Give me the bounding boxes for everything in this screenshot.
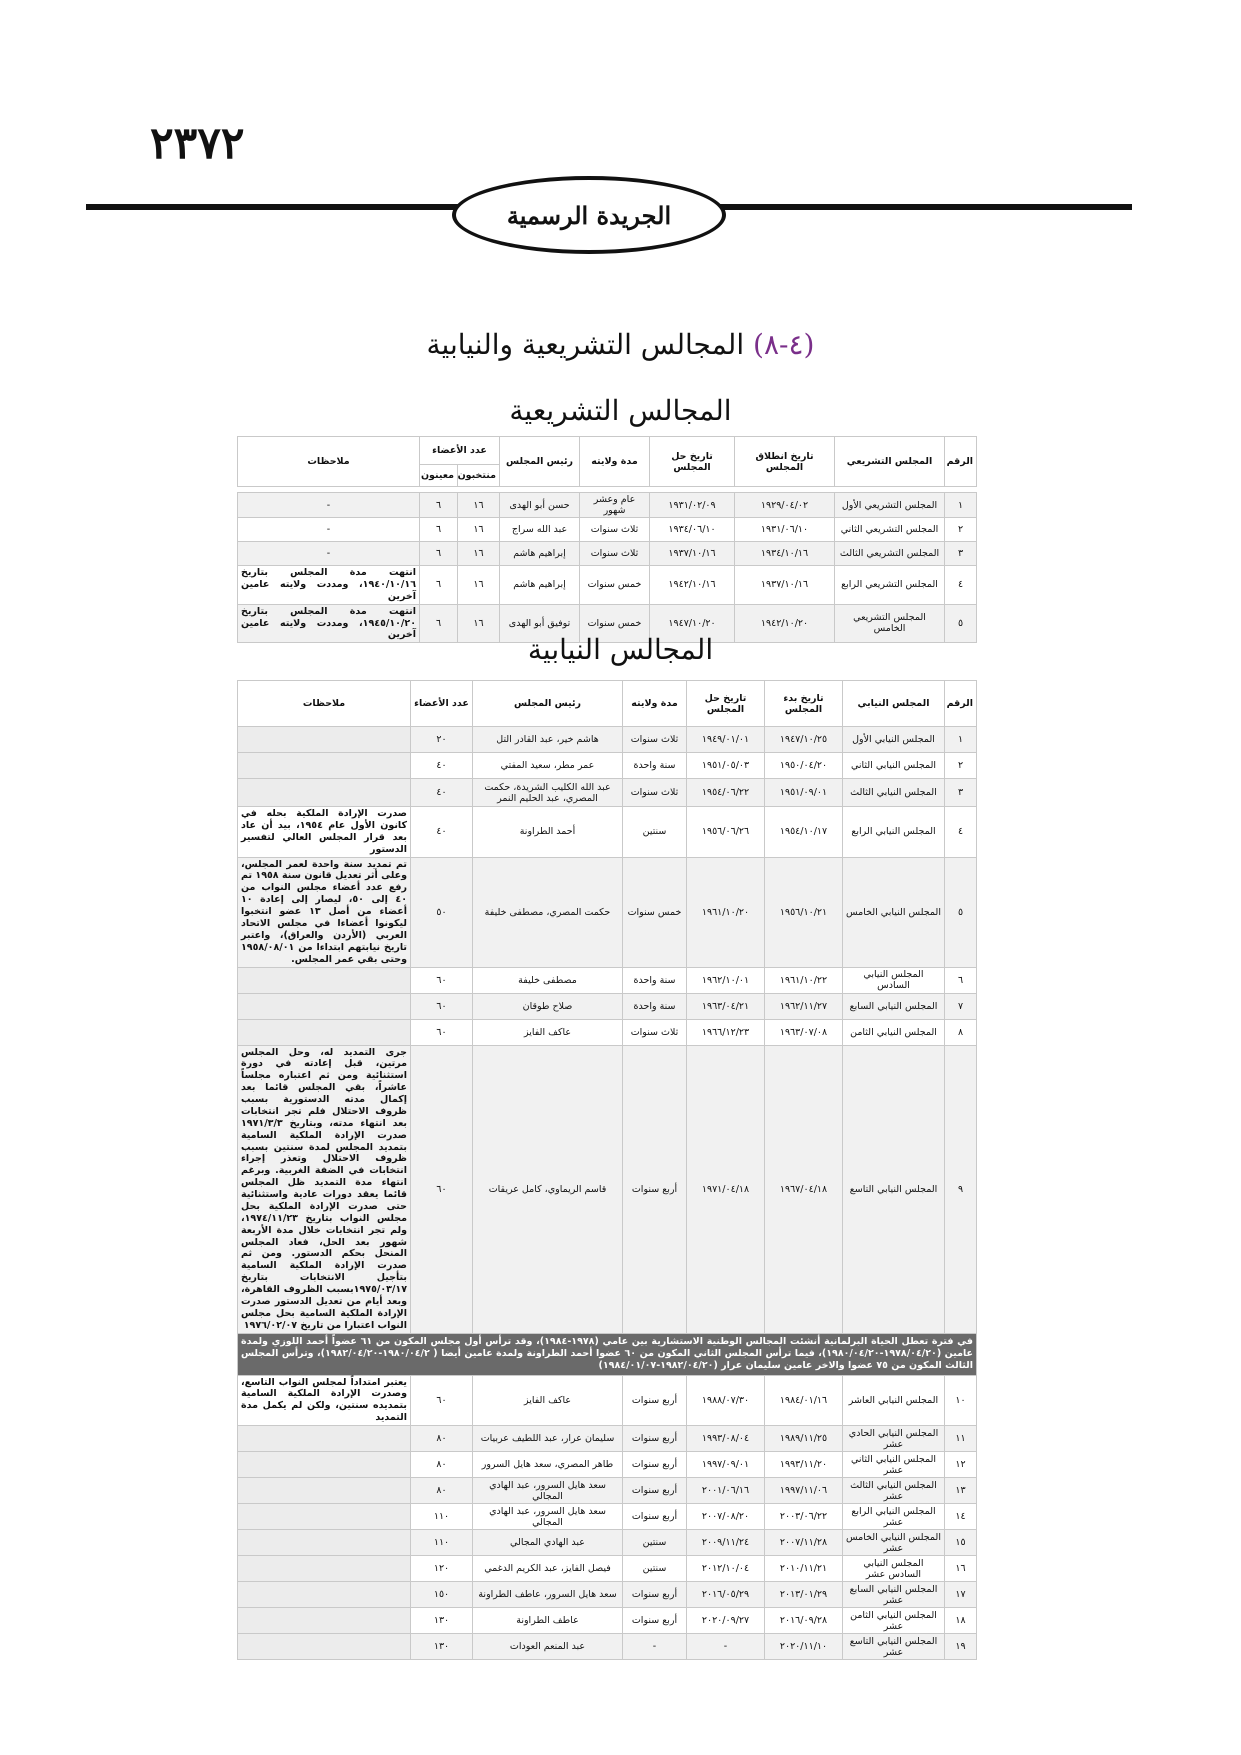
president: حسن أبو الهدى [500, 493, 580, 518]
president: سعد هايل السرور، عبد الهادي المجالي [473, 1504, 623, 1530]
members-count: ١٢٠ [411, 1556, 473, 1582]
council-name: المجلس النيابي التاسع [843, 1045, 945, 1333]
row-num: ١٢ [945, 1452, 977, 1478]
council-name: المجلس النيابي الخامس عشر [843, 1530, 945, 1556]
end-date: ٢٠١٦/٠٥/٢٩ [687, 1582, 765, 1608]
notes [238, 1478, 411, 1504]
table-row [238, 807, 977, 858]
members-count: ٦٠ [411, 993, 473, 1019]
header-president: رئيس المجلس [500, 437, 580, 487]
notes: تم تمديد سنة واحدة لعمر المجلس، وعلى أثر تعديل قانون سنة ١٩٥٨ تم رفع عدد أعضاء مجلس النواب من ٤٠ إلى ٥٠، ليصار إلى إعادة ١٠ أعضاء من أصل ١٣ عضو انتخبوا ليكونوا أعضاءا في مجلس الاتحاد العربي (الأردن والعراق)، واعتبر تاريخ نيابتهم ابتداءا من ١٩٥٨/٠٨/٠١ وحتى بقي عمر المجلس. [238, 857, 411, 967]
start-date: ١٩٣٧/١٠/١٦ [735, 566, 835, 605]
notes [238, 1504, 411, 1530]
section-title-text: المجالس التشريعية والنيابية [426, 328, 745, 361]
members-count: ١٣٠ [411, 1634, 473, 1660]
start-date: ١٩٣٤/١٠/١٦ [735, 542, 835, 566]
table-row [238, 993, 977, 1019]
notes [238, 1634, 411, 1660]
gazette-title: الجريدة الرسمية [506, 200, 672, 230]
start-date: ١٩٣١/٠٦/١٠ [735, 518, 835, 542]
table-row [238, 1478, 977, 1504]
president: إبراهيم هاشم [500, 566, 580, 605]
row-num: ٢ [945, 753, 977, 779]
notes [238, 727, 411, 753]
members-count: ٤٠ [411, 807, 473, 858]
end-date: ٢٠٠٧/٠٨/٢٠ [687, 1504, 765, 1530]
start-date: ١٩٦٢/١١/٢٧ [765, 993, 843, 1019]
row-num: ٣ [945, 542, 977, 566]
legislative-title: المجالس التشريعية [509, 394, 732, 427]
end-date: ١٩٩٣/٠٨/٠٤ [687, 1426, 765, 1452]
president: عبد الله الكليب الشريدة، حكمت المصري، عبد الحليم النمر [473, 779, 623, 807]
term: أربع سنوات [623, 1045, 687, 1333]
end-date: ١٩٥٦/٠٦/٢٦ [687, 807, 765, 858]
row-num: ١١ [945, 1426, 977, 1452]
table-row [238, 518, 977, 542]
notes [238, 1582, 411, 1608]
president: إبراهيم هاشم [500, 542, 580, 566]
interlude-note: في فترة تعطل الحياة البرلمانية أنشئت المجالس الوطنية الاستشارية بين عامي (١٩٧٨-١٩٨٤)، وقد ترأس أول مجلس المكون من ٦١ عضواً أحمد اللوزي ولمدة عامين (١٩٧٨/٠٤/٢٠-١٩٨٠/٠٤/٢٠)، فيما ترأس المجلس الثاني المكون من ٦٠ عضوا أحمد الطراونة ولمدة عامين أيضا ( ١٩٨٠/٠٤/٢-١٩٨٢/٠٤/٢٠)، وترأس المجلس الثالث المكون من ٧٥ عضوا والاخر عامين سليمان عرار (١٩٨٢/٠٤/٢٠-١٩٨٤/٠١/٠٧) [238, 1333, 977, 1375]
header-num: الرقم [945, 437, 977, 487]
president: مصطفى خليفة [473, 967, 623, 993]
members-count: ٨٠ [411, 1478, 473, 1504]
notes [238, 1556, 411, 1582]
term: أربع سنوات [623, 1375, 687, 1426]
notes [238, 1019, 411, 1045]
council-name: المجلس النيابي السابع عشر [843, 1582, 945, 1608]
start-date: ٢٠١٣/٠١/٢٩ [765, 1582, 843, 1608]
table-row [238, 1504, 977, 1530]
president: عاطف الطراونة [473, 1608, 623, 1634]
notes: جرى التمديد له، وحل المجلس مرتين، قبل إعادته في دورة استثنائية ومن ثم اعتباره مجلساً عاشراً، بقي المجلس قائما بعد إكمال مدته الدستورية بسبب ظروف الاحتلال فلم تجر انتخابات بعد انتهاء مدته، وبتاريخ ١٩٧١/٣/٣ صدرت الإرادة الملكية السامية بتمديد المجلس لمدة سنتين بسبب ظروف الاحتلال وتعذر إجراء انتخابات في الضفة الغربية. وبرغم انتهاء مدة التمديد ظل المجلس قائما يعقد دورات عادية واستثنائية حتى صدرت الإرادة الملكية بحل مجلس النواب بتاريخ ١٩٧٤/١١/٢٣، ولم تجر انتخابات خلال مدة الأربعة شهور بعد الحل، فعاد المجلس المنحل بحكم الدستور. ومن ثم صدرت الإرادة الملكية السامية بتأجيل الانتخابات بتاريخ ١٩٧٥/٠٣/١٧بسبب الظروف القاهرة، وبعد أيام من تعديل الدستور صدرت الإرادة الملكية السامية بحل مجلس النواب اعتبارا من تاريخ ١٩٧٦/٠٢/٠٧ [238, 1045, 411, 1333]
council-name: المجلس النيابي العاشر [843, 1375, 945, 1426]
end-date: ١٩٦١/١٠/٢٠ [687, 857, 765, 967]
header-elected: منتخبون [458, 465, 500, 487]
row-num: ١٤ [945, 1504, 977, 1530]
appointed-count: ٦ [420, 518, 458, 542]
members-count: ٤٠ [411, 779, 473, 807]
start-date: ١٩٦٧/٠٤/١٨ [765, 1045, 843, 1333]
table-row [238, 1582, 977, 1608]
council-name: المجلس التشريعي الرابع [835, 566, 945, 605]
row-num: ٥ [945, 604, 977, 643]
table-row [238, 1019, 977, 1045]
parliament-table [237, 680, 977, 1660]
table-row [238, 1608, 977, 1634]
president: عاكف الفايز [473, 1375, 623, 1426]
term: - [623, 1634, 687, 1660]
term: أربع سنوات [623, 1608, 687, 1634]
term: ثلاث سنوات [580, 518, 650, 542]
members-count: ٥٠ [411, 857, 473, 967]
council-name: المجلس النيابي الأول [843, 727, 945, 753]
table-row [238, 1452, 977, 1478]
end-date: ١٩٣٧/١٠/١٦ [650, 542, 735, 566]
council-name: المجلس التشريعي الخامس [835, 604, 945, 643]
president: قاسم الريماوي، كامل عريقات [473, 1045, 623, 1333]
header-term: مدة ولايته [623, 681, 687, 727]
council-name: المجلس التشريعي الثاني [835, 518, 945, 542]
term: سنة واحدة [623, 967, 687, 993]
appointed-count: ٦ [420, 542, 458, 566]
notes [238, 967, 411, 993]
start-date: ٢٠٠٣/٠٦/٢٢ [765, 1504, 843, 1530]
members-count: ٦٠ [411, 1019, 473, 1045]
council-name: المجلس التشريعي الثالث [835, 542, 945, 566]
row-num: ١٨ [945, 1608, 977, 1634]
row-num: ٨ [945, 1019, 977, 1045]
term: خمس سنوات [623, 857, 687, 967]
notes [238, 1608, 411, 1634]
council-name: المجلس النيابي الثامن [843, 1019, 945, 1045]
row-num: ١٠ [945, 1375, 977, 1426]
notes [238, 779, 411, 807]
row-num: ٣ [945, 779, 977, 807]
table-row [238, 1530, 977, 1556]
elected-count: ١٦ [458, 604, 500, 643]
term: ثلاث سنوات [623, 779, 687, 807]
members-count: ٢٠ [411, 727, 473, 753]
end-date: ١٩٩٧/٠٩/٠١ [687, 1452, 765, 1478]
end-date: ٢٠٠٩/١١/٢٤ [687, 1530, 765, 1556]
table-row [238, 779, 977, 807]
start-date: ١٩٤٧/١٠/٢٥ [765, 727, 843, 753]
term: سنتين [623, 1556, 687, 1582]
table-row [238, 1634, 977, 1660]
notes [238, 753, 411, 779]
council-name: المجلس النيابي السادس [843, 967, 945, 993]
row-num: ٤ [945, 807, 977, 858]
elected-count: ١٦ [458, 493, 500, 518]
row-num: ٢ [945, 518, 977, 542]
appointed-count: ٦ [420, 604, 458, 643]
president: صلاح طوقان [473, 993, 623, 1019]
start-date: ١٩٨٩/١١/٢٥ [765, 1426, 843, 1452]
president: عمر مطر، سعيد المفتي [473, 753, 623, 779]
interlude-row [238, 1333, 977, 1375]
start-date: ٢٠١٠/١١/٢١ [765, 1556, 843, 1582]
end-date: ١٩٥١/٠٥/٠٣ [687, 753, 765, 779]
header-appointed: معينون [420, 465, 458, 487]
notes: صدرت الإرادة الملكية بحله في كانون الأول عام ١٩٥٤، بيد أن عاد بعد قرار المجلس العالي لتفسير الدستور [238, 807, 411, 858]
president: فيصل الفايز، عبد الكريم الدغمي [473, 1556, 623, 1582]
members-count: ٤٠ [411, 753, 473, 779]
president: توفيق أبو الهدى [500, 604, 580, 643]
members-count: ٦٠ [411, 1375, 473, 1426]
table-row [238, 857, 977, 967]
end-date: ٢٠٢٠/٠٩/٢٧ [687, 1608, 765, 1634]
start-date: ١٩٨٤/٠١/١٦ [765, 1375, 843, 1426]
council-name: المجلس النيابي الثاني [843, 753, 945, 779]
term: سنة واحدة [623, 753, 687, 779]
table-row [238, 1375, 977, 1426]
header-notes: ملاحظات [238, 681, 411, 727]
start-date: ١٩٥١/٠٩/٠١ [765, 779, 843, 807]
council-name: المجلس النيابي التاسع عشر [843, 1634, 945, 1660]
start-date: ١٩٩٣/١١/٢٠ [765, 1452, 843, 1478]
president: عبد الهادي المجالي [473, 1530, 623, 1556]
president: سليمان عرار، عبد اللطيف عربيات [473, 1426, 623, 1452]
president: حكمت المصري، مصطفى خليفة [473, 857, 623, 967]
start-date: ١٩٥٦/١٠/٢١ [765, 857, 843, 967]
end-date: ١٩٦٦/١٢/٢٣ [687, 1019, 765, 1045]
page-number: ٢٣٧٢ [150, 118, 245, 169]
term: أربع سنوات [623, 1504, 687, 1530]
president: عاكف الفايز [473, 1019, 623, 1045]
row-num: ١٦ [945, 1556, 977, 1582]
start-date: ٢٠٢٠/١١/١٠ [765, 1634, 843, 1660]
notes: يعتبر امتداداً لمجلس النواب التاسع، وصدرت الإرادة الملكية السامية بتمديده سنتين، ولكن لم يكمل مدة التمديد [238, 1375, 411, 1426]
term: خمس سنوات [580, 566, 650, 605]
elected-count: ١٦ [458, 542, 500, 566]
council-name: المجلس النيابي السادس عشر [843, 1556, 945, 1582]
end-date: ١٩٧١/٠٤/١٨ [687, 1045, 765, 1333]
members-count: ١١٠ [411, 1530, 473, 1556]
notes: - [238, 493, 420, 518]
notes [238, 1530, 411, 1556]
table-row [238, 727, 977, 753]
president: أحمد الطراونة [473, 807, 623, 858]
end-date: ١٩٥٤/٠٦/٢٢ [687, 779, 765, 807]
parliament-title: المجالس النيابية [527, 633, 714, 666]
row-num: ١٩ [945, 1634, 977, 1660]
header-council: المجلس التشريعي [835, 437, 945, 487]
term: ثلاث سنوات [580, 542, 650, 566]
header-term: مدة ولايته [580, 437, 650, 487]
council-name: المجلس التشريعي الأول [835, 493, 945, 518]
table-row [238, 566, 977, 605]
row-num: ١ [945, 727, 977, 753]
president: طاهر المصري، سعد هايل السرور [473, 1452, 623, 1478]
council-name: المجلس النيابي الثالث [843, 779, 945, 807]
term: أربع سنوات [623, 1426, 687, 1452]
council-name: المجلس النيابي الخامس [843, 857, 945, 967]
end-date: ١٩٦٢/١٠/٠١ [687, 967, 765, 993]
end-date: ١٩٤٩/٠١/٠١ [687, 727, 765, 753]
council-name: المجلس النيابي الحادي عشر [843, 1426, 945, 1452]
notes: - [238, 518, 420, 542]
term: ثلاث سنوات [623, 1019, 687, 1045]
term: أربع سنوات [623, 1478, 687, 1504]
president: عبد المنعم العودات [473, 1634, 623, 1660]
notes: انتهت مدة المجلس بتاريخ ١٩٤٠/١٠/١٦، ومددت ولايته عامين آخرين [238, 566, 420, 605]
members-count: ١٥٠ [411, 1582, 473, 1608]
end-date: ٢٠١٢/١٠/٠٤ [687, 1556, 765, 1582]
start-date: ٢٠٠٧/١١/٢٨ [765, 1530, 843, 1556]
term: سنة واحدة [623, 993, 687, 1019]
term: سنتين [623, 1530, 687, 1556]
president: سعد هايل السرور، عاطف الطراونة [473, 1582, 623, 1608]
table-row [238, 542, 977, 566]
row-num: ١ [945, 493, 977, 518]
members-count: ١٣٠ [411, 1608, 473, 1634]
term: عام وعشر شهور [580, 493, 650, 518]
row-num: ٥ [945, 857, 977, 967]
appointed-count: ٦ [420, 493, 458, 518]
start-date: ١٩٦٣/٠٧/٠٨ [765, 1019, 843, 1045]
start-date: ١٩٢٩/٠٤/٠٢ [735, 493, 835, 518]
table-row [238, 753, 977, 779]
council-name: المجلس النيابي الرابع [843, 807, 945, 858]
start-date: ١٩٤٢/١٠/٢٠ [735, 604, 835, 643]
header-end: تاريخ حل المجلس [650, 437, 735, 487]
table-row [238, 1556, 977, 1582]
president: سعد هايل السرور، عبد الهادي المجالي [473, 1478, 623, 1504]
table-row [238, 493, 977, 518]
row-num: ٧ [945, 993, 977, 1019]
header-president: رئيس المجلس [473, 681, 623, 727]
start-date: ١٩٥٤/١٠/١٧ [765, 807, 843, 858]
council-name: المجلس النيابي الرابع عشر [843, 1504, 945, 1530]
term: ثلاث سنوات [623, 727, 687, 753]
council-name: المجلس النيابي الثالث عشر [843, 1478, 945, 1504]
members-count: ٦٠ [411, 967, 473, 993]
members-count: ٦٠ [411, 1045, 473, 1333]
header-end: تاريخ حل المجلس [687, 681, 765, 727]
row-num: ٦ [945, 967, 977, 993]
end-date: ١٩٤٢/١٠/١٦ [650, 566, 735, 605]
members-count: ١١٠ [411, 1504, 473, 1530]
term: أربع سنوات [623, 1452, 687, 1478]
table-row [238, 967, 977, 993]
elected-count: ١٦ [458, 518, 500, 542]
start-date: ١٩٦١/١٠/٢٢ [765, 967, 843, 993]
header-start: تاريخ بدء المجلس [765, 681, 843, 727]
end-date: ١٩٣٤/٠٦/١٠ [650, 518, 735, 542]
end-date: ٢٠٠١/٠٦/١٦ [687, 1478, 765, 1504]
council-name: المجلس النيابي الثامن عشر [843, 1608, 945, 1634]
table-row [238, 1426, 977, 1452]
header-council: المجلس النيابي [843, 681, 945, 727]
council-name: المجلس النيابي الثاني عشر [843, 1452, 945, 1478]
term: خمس سنوات [580, 604, 650, 643]
section-title [0, 328, 1241, 361]
table-row [238, 1045, 977, 1333]
row-num: ١٣ [945, 1478, 977, 1504]
members-count: ٨٠ [411, 1426, 473, 1452]
notes [238, 993, 411, 1019]
end-date: ١٩٨٨/٠٧/٣٠ [687, 1375, 765, 1426]
row-num: ١٥ [945, 1530, 977, 1556]
president: عبد الله سراج [500, 518, 580, 542]
header-ellipse [452, 176, 726, 254]
elected-count: ١٦ [458, 566, 500, 605]
end-date: ١٩٣١/٠٢/٠٩ [650, 493, 735, 518]
start-date: ١٩٩٧/١١/٠٦ [765, 1478, 843, 1504]
council-name: المجلس النيابي السابع [843, 993, 945, 1019]
start-date: ١٩٥٠/٠٤/٢٠ [765, 753, 843, 779]
end-date: ١٩٦٣/٠٤/٢١ [687, 993, 765, 1019]
header-start: تاريخ انطلاق المجلس [735, 437, 835, 487]
section-number: (٤-٨) [753, 328, 815, 361]
header-num: الرقم [945, 681, 977, 727]
end-date: ١٩٤٧/١٠/٢٠ [650, 604, 735, 643]
term: أربع سنوات [623, 1582, 687, 1608]
president: هاشم خير، عبد القادر التل [473, 727, 623, 753]
header-notes: ملاحظات [238, 437, 420, 487]
header-members: عدد الأعضاء [420, 437, 500, 465]
appointed-count: ٦ [420, 566, 458, 605]
notes: انتهت مدة المجلس بتاريخ ١٩٤٥/١٠/٢٠، ومددت ولايته عامين آخرين [238, 604, 420, 643]
row-num: ٤ [945, 566, 977, 605]
header-members: عدد الأعضاء [411, 681, 473, 727]
notes [238, 1452, 411, 1478]
legislative-table [237, 436, 977, 643]
term: سنتين [623, 807, 687, 858]
members-count: ٨٠ [411, 1452, 473, 1478]
notes [238, 1426, 411, 1452]
row-num: ١٧ [945, 1582, 977, 1608]
row-num: ٩ [945, 1045, 977, 1333]
start-date: ٢٠١٦/٠٩/٢٨ [765, 1608, 843, 1634]
notes: - [238, 542, 420, 566]
end-date: - [687, 1634, 765, 1660]
